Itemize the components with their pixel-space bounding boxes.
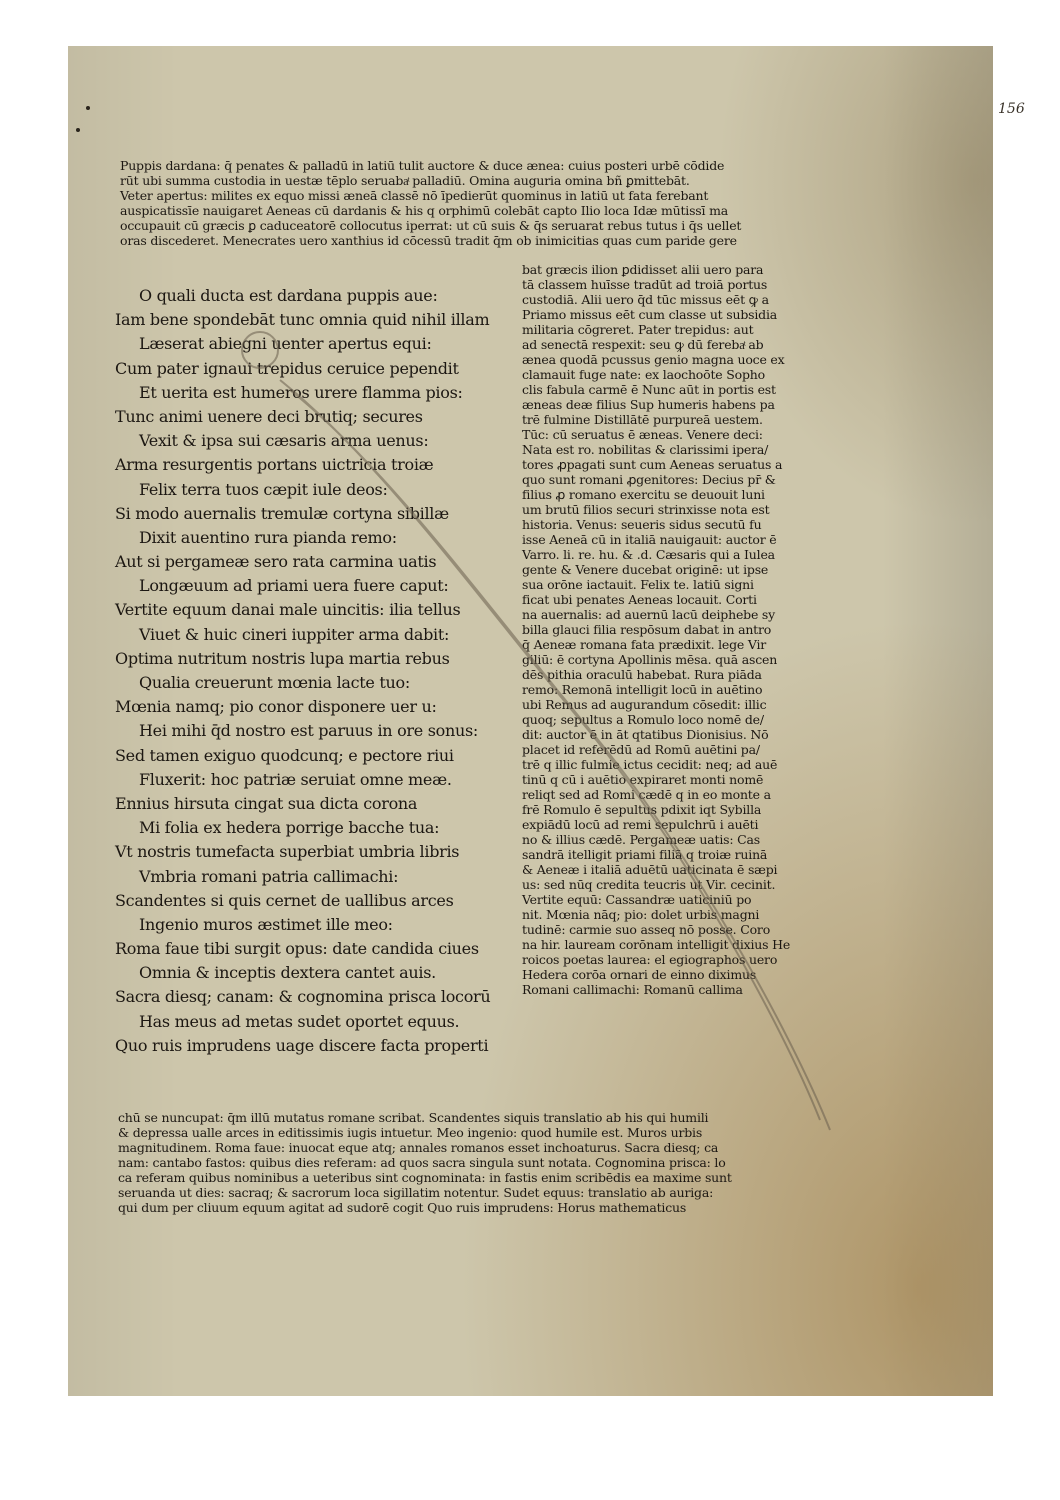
verse-column bbox=[115, 284, 515, 1058]
commentary-line: nam: cantabo fastos: quibus dies referam: ad quos sacra singula sunt notata. Cognomina prisca: lo bbox=[118, 1155, 726, 1170]
verse-line: Mœnia namq; pio conor disponere uer u: bbox=[115, 697, 437, 717]
commentary-line: filius ꝓ romano exercitu se deuouit luni bbox=[522, 487, 765, 502]
commentary-line: Varro. li. re. hu. & .d. Cæsaris qui a Iulea bbox=[522, 547, 775, 562]
commentary-line: trē q illic fulmie ictus cecidit: neq; ad auē bbox=[522, 757, 778, 772]
commentary-line: & Aeneæ i italiā aduētū uaticinata ē sæpi bbox=[522, 862, 778, 877]
verse-line: Quo ruis imprudens uage discere facta properti bbox=[115, 1035, 489, 1055]
commentary-line: Nata est ro. nobilitas & clarissimi ipera/ bbox=[522, 442, 769, 457]
verse-line: Iam bene spondebāt tunc omnia quid nihil illam bbox=[115, 310, 490, 330]
verse-line: Longæuum ad priami uera fuere caput: bbox=[139, 576, 449, 596]
verse-line: Si modo auernalis tremulæ cortyna sibillæ bbox=[115, 503, 449, 523]
commentary-line: sandrā itelligit priami filiā q troiæ ruinā bbox=[522, 847, 768, 862]
verse-line: Sacra diesq; canam: & cognomina prisca locorū bbox=[115, 987, 491, 1007]
commentary-line: ænea quodā pcussus genio magna uoce ex bbox=[522, 352, 785, 367]
verse-line: O quali ducta est dardana puppis aue: bbox=[139, 286, 438, 305]
commentary-line: ad senectā respexit: seu ꝙ dū ferebaͭ ab bbox=[522, 337, 764, 352]
verse-line: Vt nostris tumefacta superbiat umbria libris bbox=[115, 842, 460, 862]
commentary-line: us: sed nūq credita teucris ut Vir. cecinit. bbox=[522, 877, 776, 892]
verse-line: Viuet & huic cineri iuppiter arma dabit: bbox=[139, 624, 450, 644]
commentary-line: dit: auctor ē in āt qtatibus Dionisius. Nō bbox=[522, 727, 769, 742]
verse-line: Tunc animi uenere deci brutiq; secures bbox=[115, 406, 423, 426]
commentary-line: rūt ubi summa custodia in uestæ tēplo seruabaͭ palladiū. Omina auguria omina bñ ꝑmittebāt. bbox=[120, 173, 690, 188]
commentary-line: clamauit fuge nate: ex laochoōte Sopho bbox=[522, 367, 765, 382]
commentary-line: chū se nuncupat: q̄m illū mutatus romane scribat. Scandentes siquis translatio ab his qui humili bbox=[118, 1110, 709, 1125]
commentary-line: tores ꝓpagati sunt cum Aeneas seruatus a bbox=[522, 457, 783, 472]
commentary-line: quo sunt romani ꝓgenitores: Decius pr̄ & bbox=[522, 472, 776, 487]
commentary-line: trē fulmine Distillātē purpureā uestem. bbox=[522, 412, 763, 427]
verse-line: Et uerita est humeros urere flamma pios: bbox=[139, 382, 463, 402]
verse-line: Mi folia ex hedera porrige bacche tua: bbox=[139, 818, 440, 838]
commentary-line: qui dum per cliuum equum agitat ad sudorē cogit Quo ruis imprudens: Horus mathematicus bbox=[118, 1200, 687, 1215]
verse-line: Ingenio muros æstimet ille meo: bbox=[139, 914, 393, 934]
commentary-line: gente & Venere ducebat originē: ut ipse bbox=[522, 562, 769, 577]
commentary-bottom bbox=[118, 1110, 808, 1215]
commentary-line: Veter apertus: milites ex equo missi æneā classē nō īpedierūt quominus in latiū ut fata ferebant bbox=[120, 188, 709, 203]
verse-line: Omnia & inceptis dextera cantet auis. bbox=[139, 963, 436, 983]
folio-number: 156 bbox=[998, 101, 1025, 117]
commentary-line: militaria cōgreret. Pater trepidus: aut bbox=[522, 322, 754, 337]
commentary-line: ficat ubi penates Aeneas locauit. Corti bbox=[522, 592, 757, 607]
verse-line: Arma resurgentis portans uictricia troiæ bbox=[115, 455, 434, 475]
commentary-line: expiādū locū ad remi sepulchrū i auēti bbox=[522, 817, 759, 832]
commentary-line: no & illius cædē. Pergameæ uatis: Cas bbox=[522, 832, 760, 847]
commentary-line: & depressa ualle arces in editissimis iugis intuetur. Meo ingenio: quod humile est. Muros urbis bbox=[118, 1125, 703, 1140]
commentary-line: occupauit cū græcis ꝑ caduceatorē collocutus iperrat: ut cū suis & q̄s seruarat rebus tutus i q̄s uellet bbox=[120, 218, 742, 233]
commentary-line: tudinē: carmie suo asseq nō posse. Coro bbox=[522, 922, 771, 937]
commentary-line: tā classem huīsse tradūt ad troiā portus bbox=[522, 277, 768, 292]
commentary-line: æneas deæ filius Sup humeris habens pa bbox=[522, 397, 775, 412]
verse-line: Hei mihi q̄d nostro est paruus in ore sonus: bbox=[139, 721, 478, 741]
commentary-line: giliū: ē cortyna Apollinis mēsa. quā ascen bbox=[522, 652, 778, 667]
commentary-line: remo: Remonā intelligit locū in auētino bbox=[522, 682, 763, 697]
commentary-line: um brutū filios securi strinxisse nota est bbox=[522, 502, 770, 517]
commentary-line: Romani callimachi: Romanū callima bbox=[522, 982, 743, 997]
margin-dot bbox=[86, 106, 90, 110]
commentary-line: placet id referēdū ad Romū auētini pa/ bbox=[522, 742, 760, 757]
commentary-line: dēs pithia oraculū habebat. Rura piāda bbox=[522, 667, 762, 682]
commentary-line: roicos poetas laurea: el egiographos uero bbox=[522, 952, 778, 967]
verse-line: Vmbria romani patria callimachi: bbox=[139, 866, 399, 886]
commentary-line: Priamo missus eēt cum classe ut subsidia bbox=[522, 307, 778, 322]
commentary-line: historia. Venus: seueris sidus secutū fu bbox=[522, 517, 762, 532]
commentary-line: q̄ Aeneæ romana fata prædixit. lege Vir bbox=[522, 637, 767, 652]
commentary-line: ubi Remus ad augurandum cōsedit: illic bbox=[522, 697, 767, 712]
commentary-line: clis fabula carmē ē Nunc aūt in portis est bbox=[522, 382, 776, 397]
commentary-right bbox=[522, 262, 812, 997]
verse-line: Ennius hirsuta cingat sua dicta corona bbox=[115, 793, 418, 813]
commentary-line: seruanda ut dies: sacraq; & sacrorum loca sigillatim notentur. Sudet equus: translatio ab auriga: bbox=[118, 1185, 714, 1200]
verse-line: Felix terra tuos cæpit iule deos: bbox=[139, 479, 388, 499]
verse-line: Roma faue tibi surgit opus: date candida ciues bbox=[115, 939, 479, 959]
commentary-line: nit. Mœnia nāq; pio: dolet urbis magni bbox=[522, 907, 760, 922]
verse-line: Sed tamen exiguo quodcunq; e pectore riui bbox=[115, 745, 454, 765]
verse-line: Læserat abiegni uenter apertus equi: bbox=[139, 334, 432, 354]
verse-line: Optima nutritum nostris lupa martia rebus bbox=[115, 648, 450, 668]
verse-line: Dixit auentino rura pianda remo: bbox=[139, 527, 397, 547]
verse-line: Vexit & ipsa sui cæsaris arma uenus: bbox=[139, 431, 429, 451]
commentary-line: quoq; sepultus a Romulo loco nomē de/ bbox=[522, 712, 764, 727]
verse-line: Cum pater ignaui trepidus ceruice pependit bbox=[115, 358, 459, 378]
commentary-line: na hir. lauream corōnam intelligit dixius He bbox=[522, 937, 791, 952]
commentary-line: tinū q cū i auētio expiraret monti nomē bbox=[522, 772, 764, 787]
verse-line: Scandentes si quis cernet de uallibus arces bbox=[115, 890, 454, 910]
commentary-line: billa glauci filia respōsum dabat in antro bbox=[522, 622, 772, 637]
commentary-line: auspicatissīe nauigaret Aeneas cū dardanis & his q orphimū colebāt capto Ilio loca Idæ mūtissī ma bbox=[120, 203, 728, 218]
commentary-line: magnitudinem. Roma faue: inuocat eque atq; annales romanos esset inchoaturus. Sacra diesq; ca bbox=[118, 1140, 719, 1155]
commentary-line: oras discederet. Menecrates uero xanthius id cōcessū tradit q̄m ob inimicitias quas cum paride gere bbox=[120, 233, 737, 248]
commentary-line: reliqt sed ad Romi cædē q in eo monte a bbox=[522, 787, 771, 802]
commentary-line: Puppis dardana: q̄ penates & palladū in latiū tulit auctore & duce ænea: cuius posteri urbē cōdide bbox=[120, 158, 725, 173]
margin-dot bbox=[76, 128, 80, 132]
commentary-line: isse Aeneā cū in italiā nauigauit: auctor ē bbox=[522, 532, 777, 547]
commentary-line: Hedera corōa ornari de einno diximus bbox=[522, 967, 757, 982]
commentary-line: custodiā. Alii uero q̄d tūc missus eēt ꝙ a bbox=[522, 292, 769, 307]
commentary-line: ca referam quibus nominibus a ueteribus sint cognominata: in fastis enim scribēdis ea maxime sunt bbox=[118, 1170, 732, 1185]
commentary-line: Vertite equū: Cassandræ uaticiniū po bbox=[522, 892, 752, 907]
verse-line: Has meus ad metas sudet oportet equus. bbox=[139, 1011, 460, 1031]
commentary-line: na auernalis: ad auernū lacū deiphebe sy bbox=[522, 607, 775, 622]
commentary-line: bat græcis ilion ꝑdidisset alii uero para bbox=[522, 262, 764, 277]
commentary-line: Tūc: cū seruatus ē æneas. Venere deci: bbox=[522, 427, 763, 442]
commentary-line: frē Romulo ē sepultus pdixit iqt Sybilla bbox=[522, 802, 762, 817]
verse-line: Fluxerit: hoc patriæ seruiat omne meæ. bbox=[139, 769, 452, 789]
verse-line: Qualia creuerunt mœnia lacte tuo: bbox=[139, 673, 410, 692]
verse-line: Aut si pergameæ sero rata carmina uatis bbox=[115, 552, 437, 572]
verse-line: Vertite equum danai male uincitis: ilia tellus bbox=[115, 600, 461, 620]
commentary-top bbox=[120, 158, 810, 248]
commentary-line: sua orōne iactauit. Felix te. latiū signi bbox=[522, 577, 754, 592]
